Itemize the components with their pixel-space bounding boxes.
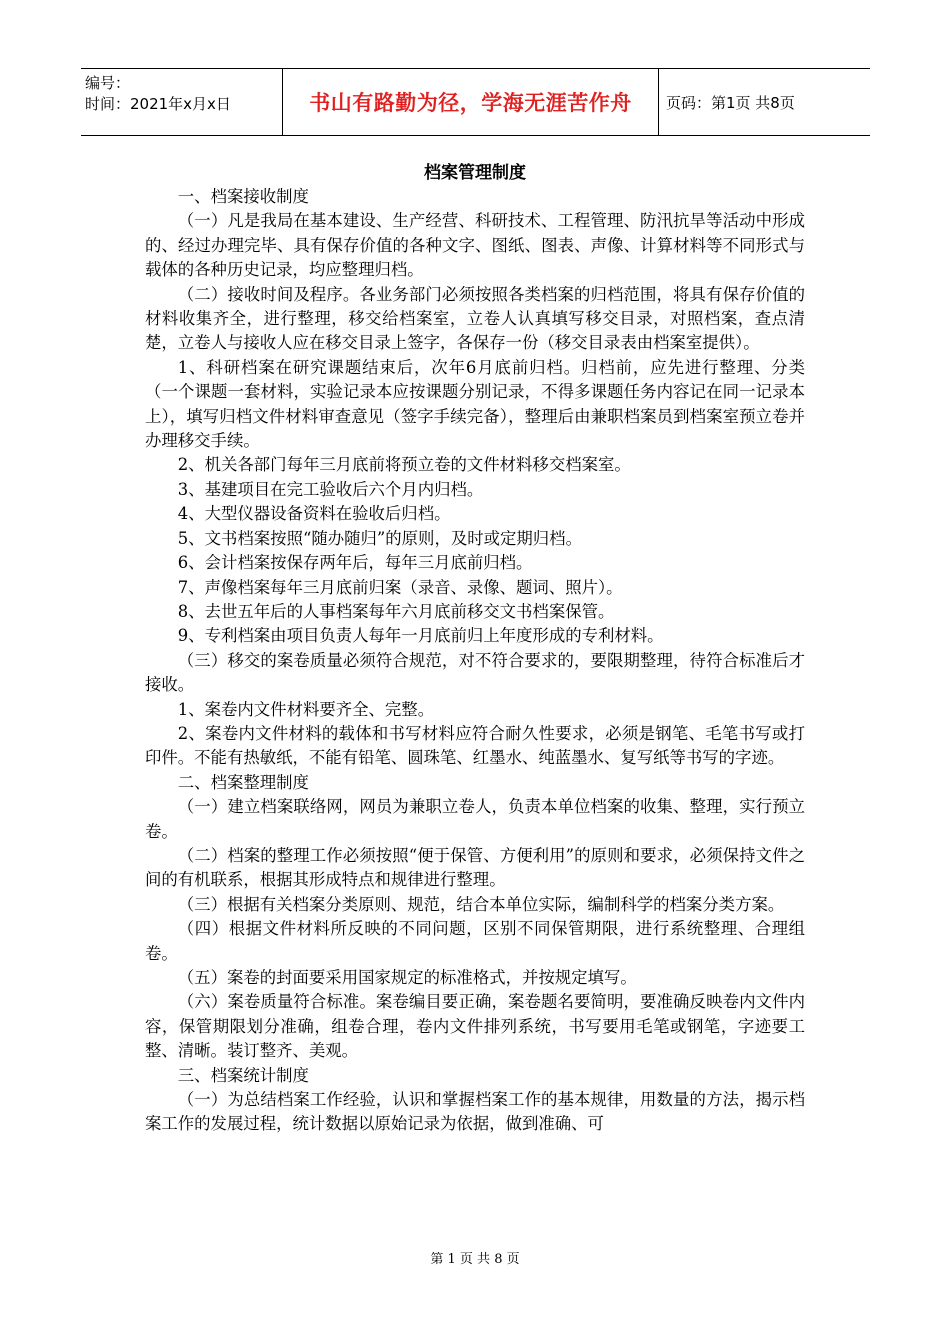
body-paragraph: 8、去世五年后的人事档案每年六月底前移交文书档案保管。 [177,601,615,621]
body-paragraph: 二、档案整理制度 [177,772,309,792]
body-paragraph: （五）案卷的封面要采用国家规定的标准格式，并按规定填写。 [177,968,637,987]
document-time-label: 时间：2021年x月x日 [85,95,231,113]
document-title: 档案管理制度 [424,163,526,183]
body-paragraph: （一）凡是我局在基本建设、生产经营、科研技术、工程管理、防汛抗旱等活动中形成的、经过办理完毕、具有保存价值的各种文字、图纸、图表、声像、计算材料等不同形式与载体的各种历史记录，均应整理归档。 [145,211,805,280]
body-paragraph: （一）建立档案联络网，网员为兼职立卷人，负责本单位档案的收集、整理，实行预立卷。 [145,797,805,841]
document-number-label: 编号： [85,74,131,92]
document-body [145,185,805,1137]
body-paragraph: 2、机关各部门每年三月底前将预立卷的文件材料移交档案室。 [177,455,631,475]
body-paragraph: 1、科研档案在研究课题结束后，次年6月底前归档。归档前，应先进行整理、分类（一个课题一套材料，实验记录本应按课题分别记录，不得多课题任务内容记在同一记录本上），填写归档文件材料审查意见（签字手续完备），整理后由兼职档案员到档案室预立卷并办理移交手续。 [145,357,805,451]
header-motto: 书山有路勤为径，学海无涯苦作舟 [282,69,659,135]
body-paragraph: （二）档案的整理工作必须按照“便于保管、方便利用”的原则和要求，必须保持文件之间的有机联系，根据其形成特点和规律进行整理。 [145,845,805,890]
page-header [81,68,870,136]
body-paragraph: 三、档案统计制度 [177,1065,309,1085]
body-paragraph: 9、专利档案由项目负责人每年一月底前归上年度形成的专利材料。 [177,626,664,646]
body-paragraph: 一、档案接收制度 [177,187,309,206]
body-paragraph: 4、大型仪器设备资料在验收后归档。 [177,504,451,524]
body-paragraph: 1、案卷内文件材料要齐全、完整。 [177,699,435,719]
body-paragraph: 2、案卷内文件材料的载体和书写材料应符合耐久性要求，必须是钢笔、毛笔书写或打印件。不能有热敏纸，不能有铅笔、圆珠笔、红墨水、纯蓝墨水、复写纸等书写的字迹。 [145,723,805,768]
header-page-number: 页码：第1页 共8页 [666,93,795,112]
body-paragraph: 7、声像档案每年三月底前归案（录音、录像、题词、照片）。 [177,577,623,597]
body-paragraph: 5、文书档案按照“随办随归”的原则，及时或定期归档。 [177,528,582,548]
body-paragraph: 3、基建项目在完工验收后六个月内归档。 [177,479,484,499]
body-paragraph: （六）案卷质量符合标准。案卷编目要正确，案卷题名要简明，要准确反映卷内文件内容，保管期限划分准确，组卷合理，卷内文件排列系统，书写要用毛笔或钢笔，字迹要工整、清晰。装订整齐、美观。 [145,992,805,1061]
body-paragraph: （三）移交的案卷质量必须符合规范，对不符合要求的，要限期整理，待符合标准后才接收。 [145,650,805,695]
body-paragraph: （一）为总结档案工作经验，认识和掌握档案工作的基本规律，用数量的方法，揭示档案工作的发展过程，统计数据以原始记录为依据，做到准确、可 [145,1090,805,1134]
page-footer: 第 1 页 共 8 页 [430,1252,520,1267]
body-paragraph: （二）接收时间及程序。各业务部门必须按照各类档案的归档范围，将具有保存价值的材料收集齐全，进行整理，移交给档案室，立卷人认真填写移交目录，对照档案，查点清楚，立卷人与接收人应在移交目录上签字，各保存一份（移交目录表由档案室提供）。 [145,284,805,353]
body-paragraph: （三）根据有关档案分类原则、规范，结合本单位实际，编制科学的档案分类方案。 [177,894,785,914]
header-meta [81,69,282,135]
body-paragraph: 6、会计档案按保存两年后，每年三月底前归档。 [177,553,533,573]
body-paragraph: （四）根据文件材料所反映的不同问题，区别不同保管期限，进行系统整理、合理组卷。 [145,919,805,963]
